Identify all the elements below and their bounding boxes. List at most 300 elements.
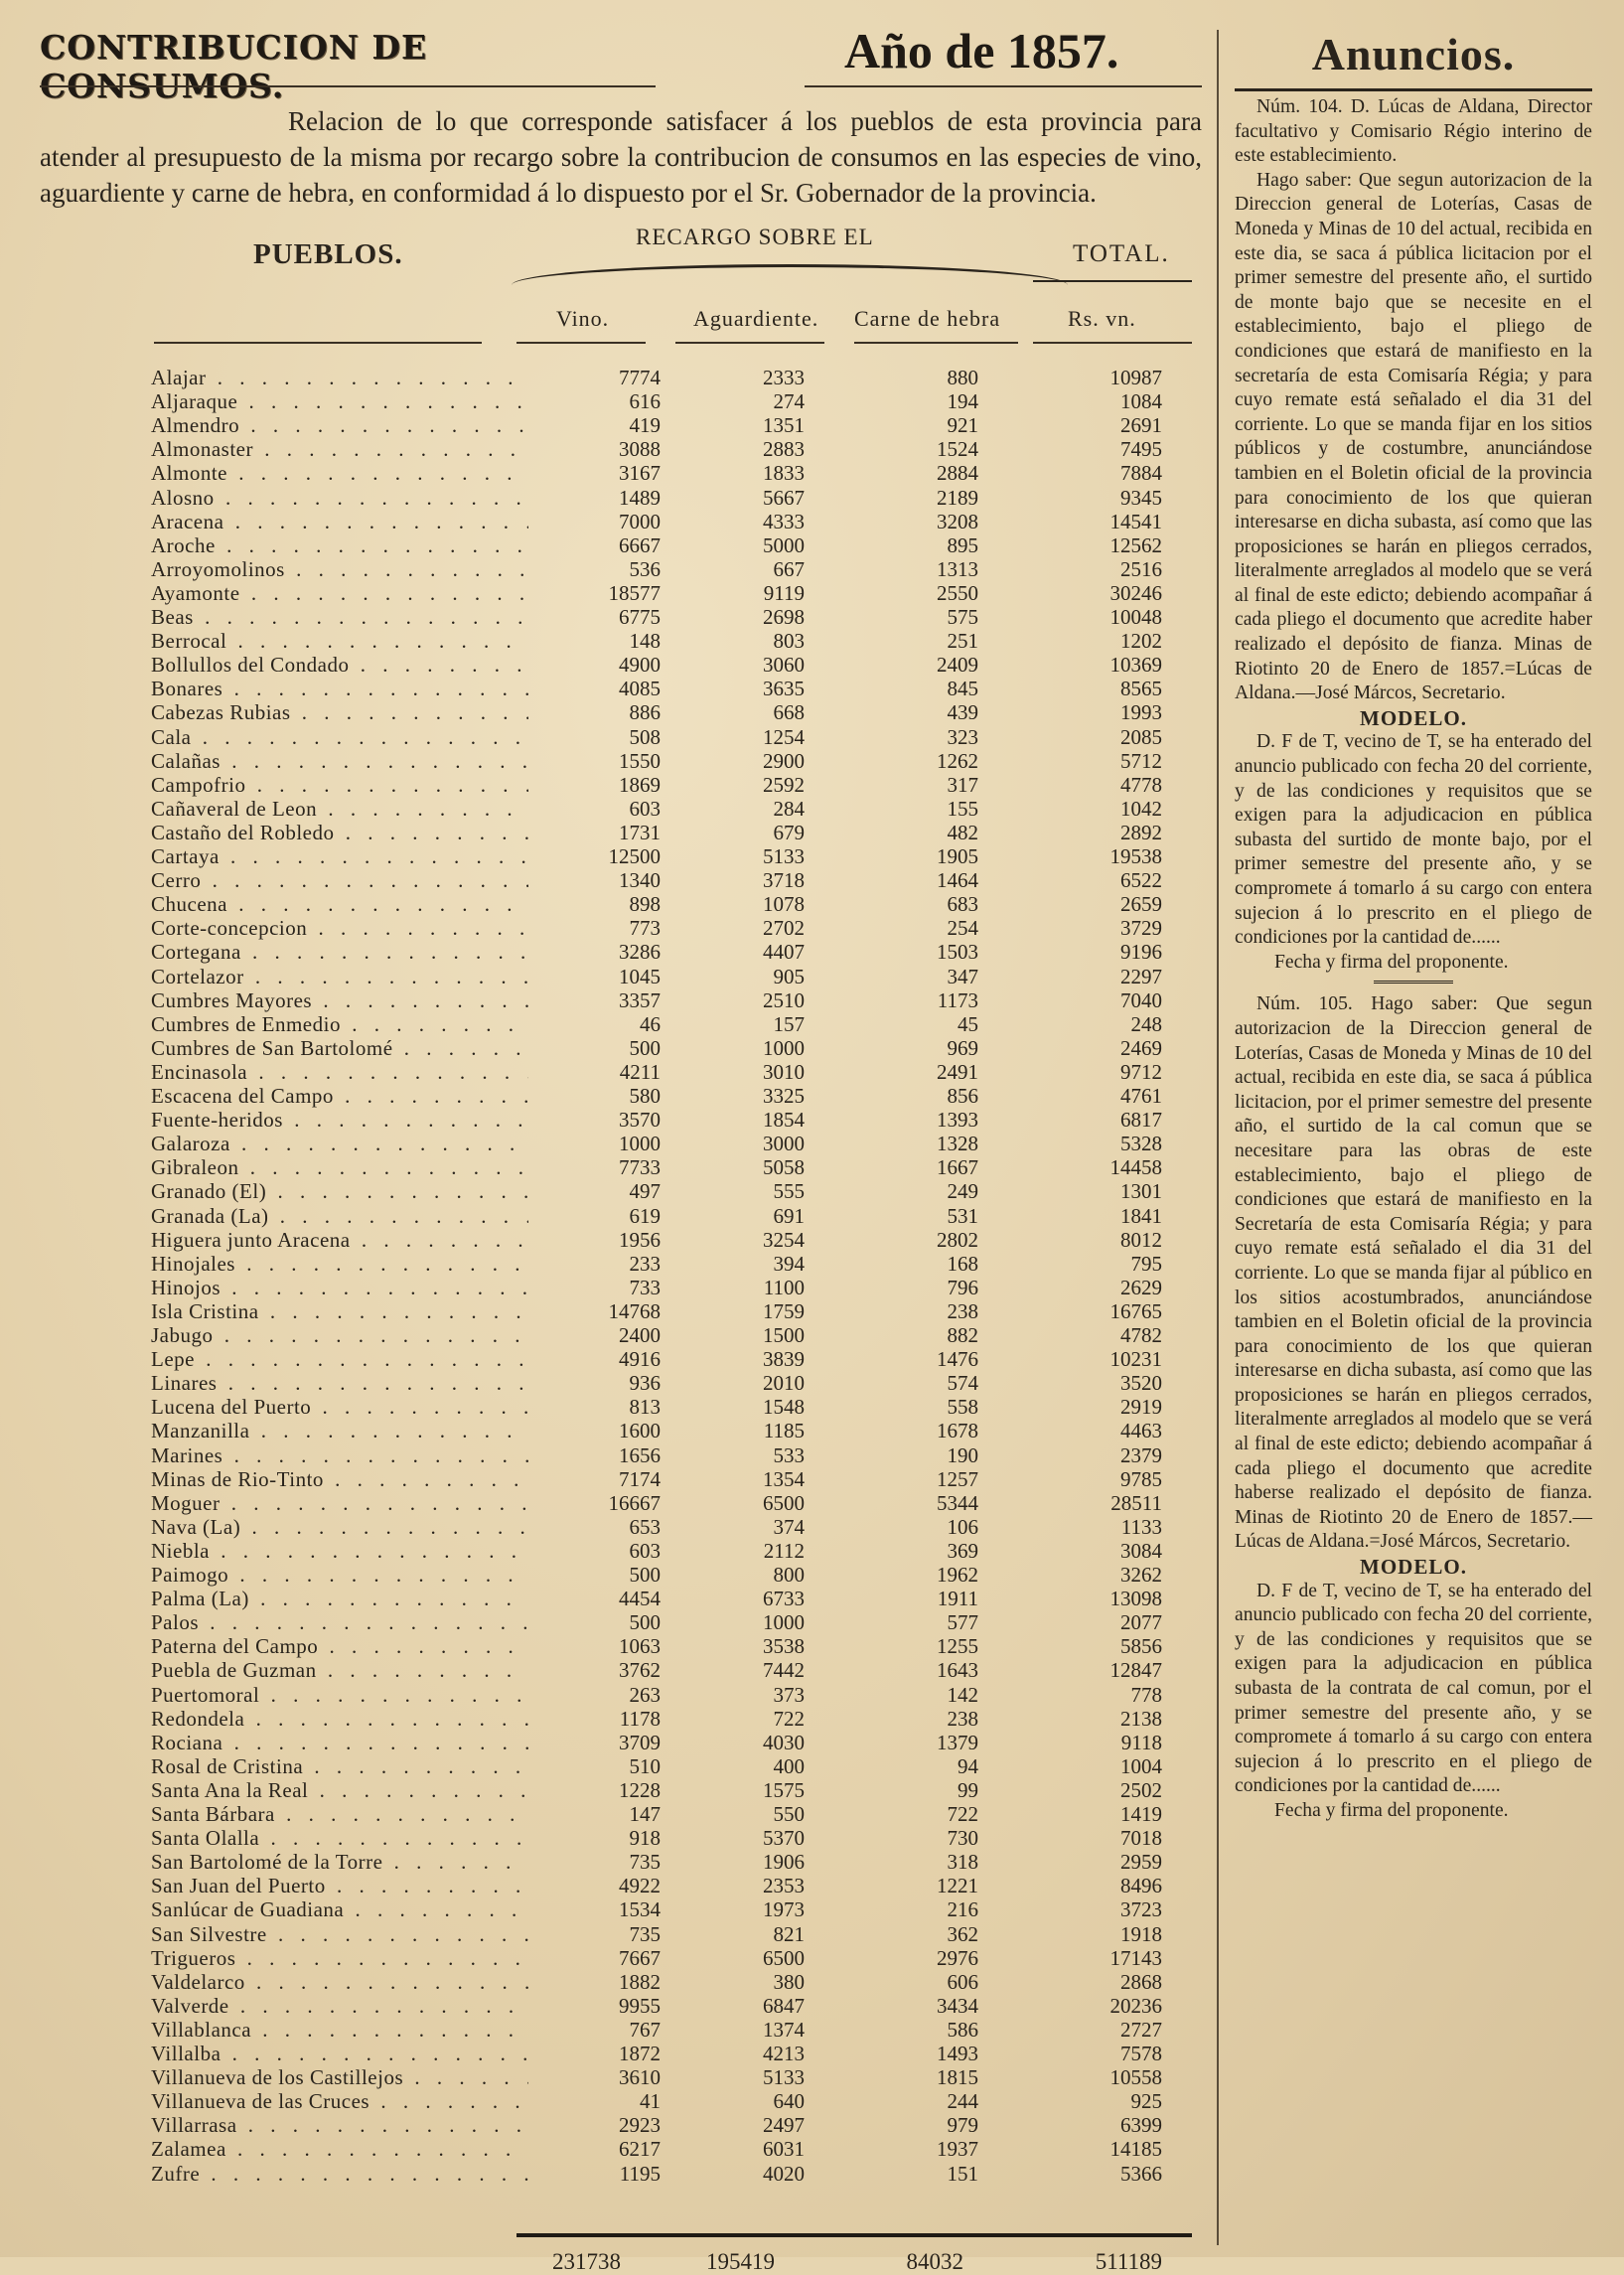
carne-value: 606 bbox=[947, 1969, 978, 1994]
vino-value: 603 bbox=[629, 796, 661, 821]
carne-value: 1524 bbox=[937, 437, 978, 462]
pueblo-name: Manzanilla . . . bbox=[151, 1419, 528, 1442]
pueblo-name: Ayamonte . . . bbox=[151, 581, 528, 605]
pueblo-name: Redondela . . . bbox=[151, 1707, 528, 1731]
vino-value: 14768 bbox=[608, 1298, 661, 1323]
pueblo-name: Sanlúcar de Guadiana . . . bbox=[151, 1897, 528, 1921]
vino-value: 1195 bbox=[619, 2161, 661, 2186]
vino-value: 7733 bbox=[619, 1155, 661, 1180]
table-row bbox=[40, 1179, 1212, 1203]
vino-value: 147 bbox=[629, 1802, 661, 1826]
pueblo-name: Paimogo . . . bbox=[151, 1563, 528, 1587]
total-value: 19538 bbox=[1109, 844, 1162, 868]
aguardiente-value: 550 bbox=[773, 1802, 805, 1826]
carne-value: 194 bbox=[947, 389, 978, 414]
table-row bbox=[40, 1802, 1212, 1826]
pueblo-name: Jabugo . . . bbox=[151, 1323, 528, 1347]
anuncios-column bbox=[1235, 28, 1592, 1824]
aguardiente-value: 2112 bbox=[763, 1538, 805, 1563]
table-row bbox=[40, 1108, 1212, 1132]
aguardiente-value: 1575 bbox=[763, 1777, 805, 1802]
pueblo-name: Santa Ana la Real . . . bbox=[151, 1778, 528, 1802]
aguardiente-value: 1854 bbox=[763, 1108, 805, 1133]
pueblo-name: Almonte . . . bbox=[151, 461, 528, 485]
pueblo-name: Valdelarco . . . bbox=[151, 1970, 528, 1994]
notice-104 bbox=[1235, 95, 1592, 975]
vino-value: 3167 bbox=[619, 461, 661, 486]
header-rule-vino bbox=[517, 342, 646, 344]
aguardiente-value: 373 bbox=[773, 1682, 805, 1707]
column-divider bbox=[1217, 30, 1219, 2245]
aguardiente-value: 4407 bbox=[763, 940, 805, 965]
pueblo-name: Encinasola . . . bbox=[151, 1060, 528, 1084]
vino-value: 767 bbox=[629, 2017, 661, 2042]
pueblos-header: PUEBLOS. bbox=[253, 238, 403, 270]
vino-value: 1178 bbox=[619, 1706, 661, 1731]
aguardiente-value: 6500 bbox=[763, 1945, 805, 1970]
carne-value: 895 bbox=[947, 532, 978, 557]
pueblo-name: Almendro . . . bbox=[151, 413, 528, 437]
carne-header: Carne de hebra bbox=[854, 306, 1001, 331]
pueblo-name: Marines . . . bbox=[151, 1443, 528, 1467]
modelo-1-firma: Fecha y firma del proponente. bbox=[1274, 951, 1509, 973]
total-value: 795 bbox=[1130, 1251, 1162, 1276]
aguardiente-value: 1000 bbox=[763, 1610, 805, 1635]
table-row bbox=[40, 1563, 1212, 1587]
vino-value: 4900 bbox=[619, 653, 661, 678]
pueblo-name: Trigueros . . . bbox=[151, 1946, 528, 1970]
total-value: 10369 bbox=[1109, 653, 1162, 678]
pueblo-name: Rociana . . . bbox=[151, 1731, 528, 1754]
vino-value: 886 bbox=[629, 700, 661, 725]
carne-value: 722 bbox=[947, 1802, 978, 1826]
total-header: TOTAL. bbox=[1073, 240, 1170, 267]
carne-value: 249 bbox=[947, 1179, 978, 1204]
table-row bbox=[40, 677, 1212, 700]
aguardiente-value: 5133 bbox=[763, 844, 805, 868]
carne-value: 531 bbox=[947, 1203, 978, 1228]
pueblo-name: Alosno . . . bbox=[151, 486, 528, 510]
vino-value: 6217 bbox=[619, 2137, 661, 2162]
total-value: 2516 bbox=[1120, 556, 1162, 581]
total-value: 5712 bbox=[1120, 748, 1162, 773]
carne-value: 45 bbox=[958, 1011, 978, 1036]
carne-value: 1493 bbox=[937, 2042, 978, 2065]
carne-value: 845 bbox=[947, 677, 978, 701]
carne-value: 251 bbox=[947, 629, 978, 654]
vino-value: 1600 bbox=[619, 1419, 661, 1443]
total-value: 5328 bbox=[1120, 1132, 1162, 1156]
pueblo-name: Palos . . . bbox=[151, 1610, 528, 1634]
carne-value: 856 bbox=[947, 1084, 978, 1108]
notice-105 bbox=[1235, 992, 1592, 1823]
table-row bbox=[40, 1922, 1212, 1946]
pueblo-name: Hinojos . . . bbox=[151, 1276, 528, 1299]
pueblo-name: San Silvestre . . . bbox=[151, 1922, 528, 1946]
vino-value: 616 bbox=[629, 389, 661, 414]
pueblo-name: Gibraleon . . . bbox=[151, 1155, 528, 1179]
table-row bbox=[40, 1515, 1212, 1539]
table-row bbox=[40, 2065, 1212, 2089]
pueblo-name: Cartaya . . . bbox=[151, 844, 528, 868]
pueblo-name: Puebla de Guzman . . . bbox=[151, 1658, 528, 1682]
aguardiente-value: 5667 bbox=[763, 485, 805, 510]
aguardiente-value: 1973 bbox=[763, 1897, 805, 1922]
aguardiente-value: 4213 bbox=[763, 2042, 805, 2065]
carne-value: 1911 bbox=[937, 1587, 978, 1611]
table-row bbox=[40, 437, 1212, 461]
pueblo-name: Linares . . . bbox=[151, 1371, 528, 1395]
recargo-header: RECARGO SOBRE EL bbox=[636, 225, 874, 249]
table-row bbox=[40, 533, 1212, 557]
pueblo-name: Aljaraque . . . bbox=[151, 389, 528, 413]
aguardiente-value: 4030 bbox=[763, 1730, 805, 1754]
carne-value: 1815 bbox=[937, 2065, 978, 2090]
carne-value: 3434 bbox=[937, 1993, 978, 2018]
table-row bbox=[40, 700, 1212, 724]
vino-value: 4916 bbox=[619, 1347, 661, 1372]
table-row bbox=[40, 844, 1212, 868]
vino-value: 500 bbox=[629, 1610, 661, 1635]
carne-value: 1313 bbox=[937, 556, 978, 581]
carne-value: 190 bbox=[947, 1442, 978, 1467]
pueblo-name: Villarrasa . . . bbox=[151, 2113, 528, 2137]
total-value: 1133 bbox=[1120, 1514, 1162, 1539]
carne-value: 168 bbox=[947, 1251, 978, 1276]
aguardiente-value: 3718 bbox=[763, 868, 805, 893]
pueblo-name: Granado (El) . . . bbox=[151, 1179, 528, 1203]
table-row bbox=[40, 2137, 1212, 2161]
pueblo-name: Villanueva de los Castillejos . . . bbox=[151, 2065, 528, 2089]
total-value: 1841 bbox=[1120, 1203, 1162, 1228]
vino-value: 18577 bbox=[608, 580, 661, 605]
carne-value: 1667 bbox=[937, 1155, 978, 1180]
pueblo-name: Lucena del Puerto . . . bbox=[151, 1395, 528, 1419]
aguardiente-value: 2698 bbox=[763, 605, 805, 629]
total-value: 8496 bbox=[1120, 1874, 1162, 1898]
carne-value: 5344 bbox=[937, 1490, 978, 1515]
carne-value: 244 bbox=[947, 2089, 978, 2114]
total-value: 14541 bbox=[1109, 509, 1162, 533]
vino-value: 46 bbox=[640, 1011, 661, 1036]
table-row bbox=[40, 725, 1212, 749]
pueblo-name: Fuente-heridos . . . bbox=[151, 1108, 528, 1132]
pueblo-name: Cumbres de Enmedio . . . bbox=[151, 1012, 528, 1036]
aguardiente-value: 2900 bbox=[763, 748, 805, 773]
carne-value: 1173 bbox=[937, 987, 978, 1012]
table-row bbox=[40, 1610, 1212, 1634]
pueblo-name: Cañaveral de Leon . . . bbox=[151, 797, 528, 821]
table-row bbox=[40, 1587, 1212, 1610]
pueblo-name: Aroche . . . bbox=[151, 533, 528, 557]
pueblo-name: Zufre . . . bbox=[151, 2162, 528, 2186]
pueblo-name: Valverde . . . bbox=[151, 1994, 528, 2018]
aguardiente-value: 3635 bbox=[763, 677, 805, 701]
carne-value: 979 bbox=[947, 2113, 978, 2138]
carne-value: 1262 bbox=[937, 748, 978, 773]
carne-value: 238 bbox=[947, 1298, 978, 1323]
table-row bbox=[40, 965, 1212, 988]
vino-value: 12500 bbox=[608, 844, 661, 868]
aguardiente-value: 2497 bbox=[763, 2113, 805, 2138]
total-value: 7884 bbox=[1120, 461, 1162, 486]
carne-value: 1937 bbox=[937, 2137, 978, 2162]
total-aguardiente: 195419 bbox=[706, 2249, 775, 2274]
table-row bbox=[40, 1155, 1212, 1179]
carne-value: 482 bbox=[947, 820, 978, 844]
vino-value: 1882 bbox=[619, 1969, 661, 1994]
carne-value: 99 bbox=[958, 1777, 978, 1802]
pueblo-name: Niebla . . . bbox=[151, 1539, 528, 1563]
total-value: 1918 bbox=[1120, 1921, 1162, 1946]
table-row bbox=[40, 1850, 1212, 1874]
total-value: 5856 bbox=[1120, 1634, 1162, 1659]
table-row bbox=[40, 1299, 1212, 1323]
aguardiente-value: 3000 bbox=[763, 1132, 805, 1156]
aguardiente-value: 1000 bbox=[763, 1035, 805, 1060]
pueblo-name: Cumbres Mayores . . . bbox=[151, 988, 528, 1012]
totals-rule bbox=[517, 2233, 1192, 2237]
total-value: 248 bbox=[1130, 1011, 1162, 1036]
carne-value: 921 bbox=[947, 413, 978, 438]
total-value: 10048 bbox=[1109, 605, 1162, 629]
carne-value: 1476 bbox=[937, 1347, 978, 1372]
carne-value: 142 bbox=[947, 1682, 978, 1707]
table-row bbox=[40, 1707, 1212, 1731]
total-value: 16765 bbox=[1109, 1298, 1162, 1323]
pueblo-name: Calañas . . . bbox=[151, 749, 528, 773]
total-value: 2085 bbox=[1120, 724, 1162, 749]
aguardiente-value: 6847 bbox=[763, 1993, 805, 2018]
vino-value: 148 bbox=[629, 629, 661, 654]
table-row bbox=[40, 1036, 1212, 1060]
total-value: 1993 bbox=[1120, 700, 1162, 725]
year-heading: Año de 1857. bbox=[844, 23, 1119, 78]
header-rule-aguardiente bbox=[675, 342, 824, 344]
table-row bbox=[40, 797, 1212, 821]
year-rule bbox=[805, 85, 1202, 93]
table-row bbox=[40, 1467, 1212, 1491]
total-value: 7578 bbox=[1120, 2042, 1162, 2065]
vino-value: 1489 bbox=[619, 485, 661, 510]
carne-value: 2976 bbox=[937, 1945, 978, 1970]
aguardiente-value: 1833 bbox=[763, 461, 805, 486]
modelo-1-title: MODELO. bbox=[1360, 705, 1467, 730]
vino-value: 536 bbox=[629, 556, 661, 581]
table-row bbox=[40, 605, 1212, 629]
vino-value: 1534 bbox=[619, 1897, 661, 1922]
vino-value: 619 bbox=[629, 1203, 661, 1228]
vino-value: 733 bbox=[629, 1275, 661, 1299]
table-row bbox=[40, 486, 1212, 510]
carne-value: 155 bbox=[947, 796, 978, 821]
table-row bbox=[40, 366, 1212, 389]
total-value: 9712 bbox=[1120, 1059, 1162, 1084]
pueblo-name: Arroyomolinos . . . bbox=[151, 557, 528, 581]
carne-value: 558 bbox=[947, 1395, 978, 1420]
carne-value: 2409 bbox=[937, 653, 978, 678]
total-value: 2502 bbox=[1120, 1777, 1162, 1802]
total-value: 2297 bbox=[1120, 964, 1162, 988]
total-value: 9345 bbox=[1120, 485, 1162, 510]
aguardiente-value: 5370 bbox=[763, 1826, 805, 1851]
table-row bbox=[40, 461, 1212, 485]
aguardiente-value: 667 bbox=[773, 556, 805, 581]
total-value: 30246 bbox=[1109, 580, 1162, 605]
table-row bbox=[40, 749, 1212, 773]
table-row bbox=[40, 2089, 1212, 2113]
header-rule-carne bbox=[854, 342, 1018, 344]
table-row bbox=[40, 1443, 1212, 1467]
table-row bbox=[40, 629, 1212, 653]
vino-value: 3286 bbox=[619, 940, 661, 965]
carne-value: 1393 bbox=[937, 1108, 978, 1133]
pueblo-name: Palma (La) . . . bbox=[151, 1587, 528, 1610]
pueblo-name: Cabezas Rubias . . . bbox=[151, 700, 528, 724]
section-title: CONTRIBUCION DE CONSUMOS. bbox=[40, 28, 428, 105]
table-row bbox=[40, 892, 1212, 916]
carne-value: 1643 bbox=[937, 1658, 978, 1683]
total-rule bbox=[1033, 280, 1192, 282]
total-value: 2469 bbox=[1120, 1035, 1162, 1060]
pueblo-name: Cumbres de San Bartolomé . . . bbox=[151, 1036, 528, 1060]
aguardiente-value: 803 bbox=[773, 629, 805, 654]
table-row bbox=[40, 821, 1212, 844]
total-value: 1084 bbox=[1120, 389, 1162, 414]
table-row bbox=[40, 1874, 1212, 1897]
vino-value: 3762 bbox=[619, 1658, 661, 1683]
carne-value: 880 bbox=[947, 366, 978, 389]
aguardiente-value: 380 bbox=[773, 1969, 805, 1994]
table-row bbox=[40, 1491, 1212, 1515]
aguardiente-value: 2592 bbox=[763, 772, 805, 797]
aguardiente-value: 1906 bbox=[763, 1850, 805, 1875]
vino-value: 263 bbox=[629, 1682, 661, 1707]
table-row bbox=[40, 2162, 1212, 2186]
vino-value: 7774 bbox=[619, 366, 661, 389]
vino-value: 580 bbox=[629, 1084, 661, 1108]
pueblo-name: Santa Bárbara . . . bbox=[151, 1802, 528, 1826]
pueblo-name: Paterna del Campo . . . bbox=[151, 1634, 528, 1658]
vino-value: 497 bbox=[629, 1179, 661, 1204]
aguardiente-value: 679 bbox=[773, 820, 805, 844]
vino-value: 2923 bbox=[619, 2113, 661, 2138]
vino-value: 3610 bbox=[619, 2065, 661, 2090]
table-row bbox=[40, 1371, 1212, 1395]
aguardiente-value: 800 bbox=[773, 1563, 805, 1587]
vino-value: 3357 bbox=[619, 987, 661, 1012]
table-row bbox=[40, 1539, 1212, 1563]
total-value: 7040 bbox=[1120, 987, 1162, 1012]
carne-value: 323 bbox=[947, 724, 978, 749]
carne-value: 1257 bbox=[937, 1466, 978, 1491]
carne-value: 683 bbox=[947, 892, 978, 917]
total-value: 10231 bbox=[1109, 1347, 1162, 1372]
total-value: 2959 bbox=[1120, 1850, 1162, 1875]
pueblo-name: Villanueva de las Cruces . . . bbox=[151, 2089, 528, 2113]
total-value: 2379 bbox=[1120, 1442, 1162, 1467]
pueblo-name: Bollullos del Condado . . . bbox=[151, 653, 528, 677]
recargo-brace bbox=[512, 264, 1068, 285]
table-row bbox=[40, 510, 1212, 533]
vino-value: 918 bbox=[629, 1826, 661, 1851]
carne-value: 969 bbox=[947, 1035, 978, 1060]
carne-value: 347 bbox=[947, 964, 978, 988]
total-value: 6399 bbox=[1120, 2113, 1162, 2138]
vino-value: 1869 bbox=[619, 772, 661, 797]
table-row bbox=[40, 2113, 1212, 2137]
header-rule-pueblos bbox=[154, 342, 482, 344]
total-value: 2138 bbox=[1120, 1706, 1162, 1731]
total-value: 1042 bbox=[1120, 796, 1162, 821]
pueblo-name: Alajar . . . bbox=[151, 366, 528, 389]
table-row bbox=[40, 653, 1212, 677]
vino-value: 508 bbox=[629, 724, 661, 749]
table-row bbox=[40, 1060, 1212, 1084]
total-value: 1301 bbox=[1120, 1179, 1162, 1204]
vino-value: 7174 bbox=[619, 1466, 661, 1491]
aguardiente-value: 374 bbox=[773, 1514, 805, 1539]
aguardiente-value: 400 bbox=[773, 1753, 805, 1778]
aguardiente-value: 1374 bbox=[763, 2017, 805, 2042]
table-row bbox=[40, 1276, 1212, 1299]
carne-value: 2491 bbox=[937, 1059, 978, 1084]
table-row bbox=[40, 773, 1212, 797]
vino-value: 936 bbox=[629, 1371, 661, 1396]
total-value: 4778 bbox=[1120, 772, 1162, 797]
total-value: 3520 bbox=[1120, 1371, 1162, 1396]
carne-value: 1464 bbox=[937, 868, 978, 893]
aguardiente-value: 3254 bbox=[763, 1227, 805, 1252]
vino-value: 3709 bbox=[619, 1730, 661, 1754]
pueblo-name: Rosal de Cristina . . . bbox=[151, 1754, 528, 1778]
aguardiente-value: 5058 bbox=[763, 1155, 805, 1180]
total-value: 28511 bbox=[1110, 1490, 1162, 1515]
notice-105-body: Núm. 105. Hago saber: Que segun autorizacion de la Direccion general de Loterías, Casas de Moneda y Minas de 10 del actual, recibida en este dia, se saca á pública licitacion, por el primer semestre del presente año, el surtido de la cal comun que se necesitare para las obras de este establecimiento, bajo el pliego de condiciones que estará de manifiesto en la Secretaría de esta Comisaría Régia; y para cuyo remate está señalado el dia 31 del corriente. Lo que se manda fijar al público en los sitios acostumbrados, anunciándose tambien en el Boletin oficial de la provincia para conocimiento de los que quieran interesarse en dicha subasta, así como que las proposiciones se harán en pliegos cerrados, literalmente arreglados al modelo que se verá al final de este edicto; debiendo acompañar á cada pliego el documento que acredite haberse realizado el depósito de fianza. Minas de Riotinto 20 de Enero de 1857.—Lúcas de Aldana.=José Márcos, Secretario. bbox=[1235, 993, 1592, 1553]
total-value: 13098 bbox=[1109, 1587, 1162, 1611]
table-row bbox=[40, 2042, 1212, 2065]
carne-value: 2550 bbox=[937, 580, 978, 605]
vino-value: 510 bbox=[629, 1753, 661, 1778]
pueblo-name: Minas de Rio-Tinto . . . bbox=[151, 1467, 528, 1491]
pueblo-name: Villalba . . . bbox=[151, 2042, 528, 2065]
carne-value: 216 bbox=[947, 1897, 978, 1922]
total-value: 9196 bbox=[1120, 940, 1162, 965]
total-value: 17143 bbox=[1109, 1945, 1162, 1970]
total-value: 1004 bbox=[1120, 1753, 1162, 1778]
pueblo-name: Villablanca . . . bbox=[151, 2018, 528, 2042]
vino-value: 1228 bbox=[619, 1777, 661, 1802]
carne-value: 1503 bbox=[937, 940, 978, 965]
total-value: 2892 bbox=[1120, 820, 1162, 844]
total-value: 3084 bbox=[1120, 1538, 1162, 1563]
carne-value: 106 bbox=[947, 1514, 978, 1539]
aguardiente-value: 1254 bbox=[763, 724, 805, 749]
vino-value: 1550 bbox=[619, 748, 661, 773]
carne-value: 796 bbox=[947, 1275, 978, 1299]
table-row bbox=[40, 1419, 1212, 1442]
table-row bbox=[40, 1946, 1212, 1970]
total-value: 2629 bbox=[1120, 1275, 1162, 1299]
total-value: 2727 bbox=[1120, 2017, 1162, 2042]
total-value: 9785 bbox=[1120, 1466, 1162, 1491]
vino-value: 1000 bbox=[619, 1132, 661, 1156]
total-value: 3723 bbox=[1120, 1897, 1162, 1922]
vino-value: 7000 bbox=[619, 509, 661, 533]
aguardiente-value: 157 bbox=[773, 1011, 805, 1036]
vino-value: 9955 bbox=[619, 1993, 661, 2018]
total-value: 8565 bbox=[1120, 677, 1162, 701]
